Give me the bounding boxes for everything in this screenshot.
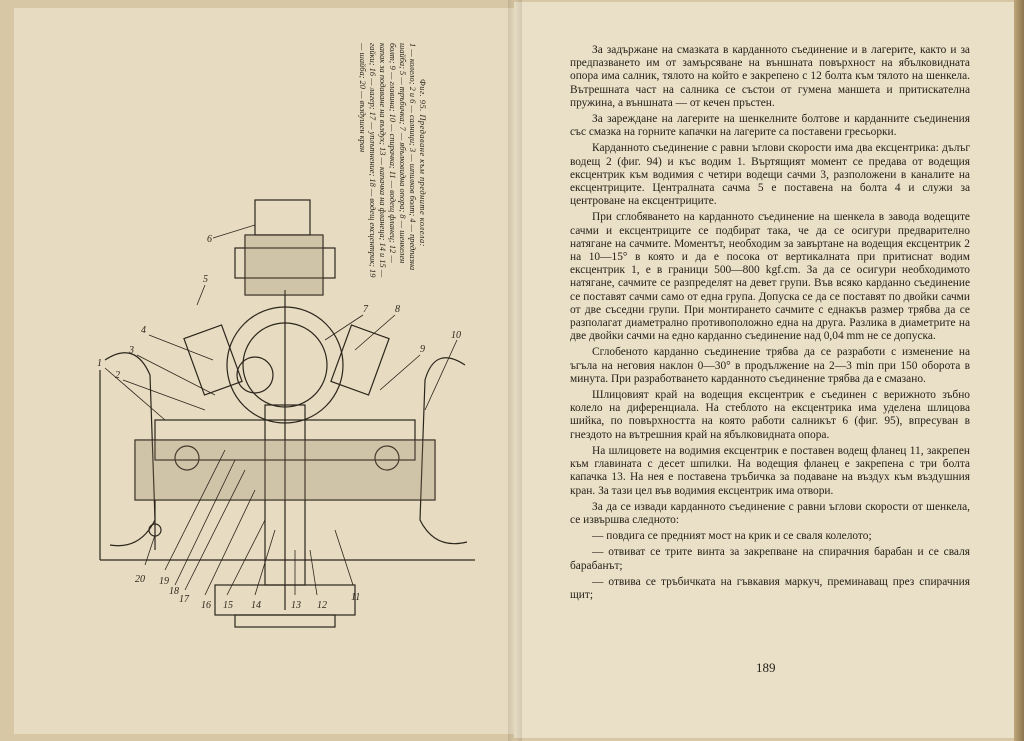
paragraph: За зареждане на лагерите на шенкелните болтове и карданните съединения със смазка на горните капачки на лагерите са поставени гресьорки. <box>570 113 970 139</box>
callout-12: 12 <box>317 600 327 611</box>
callout-6: 6 <box>207 234 212 245</box>
callout-20: 20 <box>135 574 145 585</box>
callout-13: 13 <box>291 600 301 611</box>
callout-11: 11 <box>351 592 361 603</box>
callout-4: 4 <box>141 325 146 336</box>
callout-16: 16 <box>201 600 211 611</box>
paragraph: Сглобеното карданно съединение трябва да се разработи с изменение на ъгъла на неговия наклон 0—30° в продължение на 2—3 min при 150 оборота в минута. При разработването карданното съединение трябва да е смазано. <box>570 346 970 385</box>
wheel-drive-drawing <box>95 190 475 660</box>
callout-1: 1 <box>97 358 102 369</box>
callout-10: 10 <box>451 330 461 341</box>
paragraph: За задържане на смазката в карданното съединение и в лагерите, както и за предпазването им от замърсяване на външната повърхност на ябълковидната опора има салник, тялото на който е закрепено с 12 болта към тялото на шенкела. Вътрешната част на салника се състои от гумена маншета и притискателна пружина, а външната — от кечен пръстен. <box>570 44 970 109</box>
page-edges <box>1014 0 1024 741</box>
callout-17: 17 <box>179 594 189 605</box>
callout-5: 5 <box>203 274 208 285</box>
callout-2: 2 <box>115 370 120 381</box>
callout-8: 8 <box>395 304 400 315</box>
page-number: 189 <box>756 660 776 675</box>
figure-caption-body: 1 — колело; 2 и 6 — салници; 3 — шпилков болт; 4 — предпазна шайба; 5 — тръбичка; 7 — ябълковидна опора; 8 — шенкелен болт; 9 — главина; 10 — спирачка; 11 — водещ фланец; 12 — капак за подаване на въздух; 13 — капачка на фланеца; 14 и 15 — гайки; 16 — лагер; 17 — уплътнение; 18 — водещ ексцентрик; 19 — шайба; 20 — въздушен кран <box>358 43 417 278</box>
paragraph: На шлицовете на водимия ексцентрик е поставен водещ фланец 11, закрепен към главината с десет шпилки. На водещия фланец е закрепена с три болта капачка 13. На нея е поставена тръбичка за подаване на въздух към въздушния кран. За тази цел във водимия ексцентрик има отвори. <box>570 444 970 497</box>
callout-3: 3 <box>129 345 134 356</box>
paragraph: За да се извади карданното съединение с равни ъглови скорости от шенкела, се извършва следното: <box>570 500 970 526</box>
paragraph: Шлицовият край на водещия ексцентрик е съединен с верижното зъбно колело на диференциала. На стеблото на ексцентрика има уделена шлицова шийка, по повърхността на която работи салникът 6 (фиг. 95), впресуван в гнездото на вътрешния край на ябълковидната опора. <box>570 389 970 441</box>
callout-19: 19 <box>159 576 169 587</box>
callout-18: 18 <box>169 586 179 597</box>
paragraph: — отвиват се трите винта за закрепване на спирачния барабан и се сваля барабанът; <box>570 546 970 572</box>
callout-7: 7 <box>363 304 368 315</box>
paragraph: — отвива се тръбичката на гъвкавия маркуч, преминаващ през спирачния щит; <box>570 575 970 601</box>
book-gutter <box>508 0 522 741</box>
figure-caption-title: Фиг. 95. Предаване към предните колела: <box>418 79 427 247</box>
body-text <box>570 44 970 605</box>
paragraph: При сглобяването на карданното съединение на шенкела в завода водещите сачми и ексцентриците се подбират така, че да се осигури предварително натягане на сачмите. Моментът, необходим за завъртане на водещия ексцентрик 2 на 10—15° в която и да е посока от вертикалната при притиснат водим ексцентрик 1, е в граници 500—800 kgf.cm. За да се осигури необходимото натягане, сачмите се разпределят на девет групи. Във всяко карданно съединение се поставят сачми само от една група. Допуска се да се поставят по двойки сачми от две съседни групи. При монтирането сачмите с еднакъв размер трябва да се разполагат диаметрално противоположно една на друга. Разлика в диаметрите на две двойки сачми на едно карданно съединение над 0,04 mm не се допуска. <box>570 211 970 343</box>
callout-9: 9 <box>420 344 425 355</box>
callout-15: 15 <box>223 600 233 611</box>
callout-14: 14 <box>251 600 261 611</box>
paragraph: Карданното съединение с равни ъглови скорости има два ексцентрика: дълъг водещ 2 (фиг. 94) и къс водим 1. Въртящият момент се предава от водещия ексцентрик към водимия с четири водещи сачми 3, разположени в каналите на ексцентриците. Централната сачма 5 е поставена на болта 4 и служи за центроване на ексцентриците. <box>570 142 970 208</box>
paragraph: — повдига се предният мост на крик и се сваля колелото; <box>592 530 872 543</box>
